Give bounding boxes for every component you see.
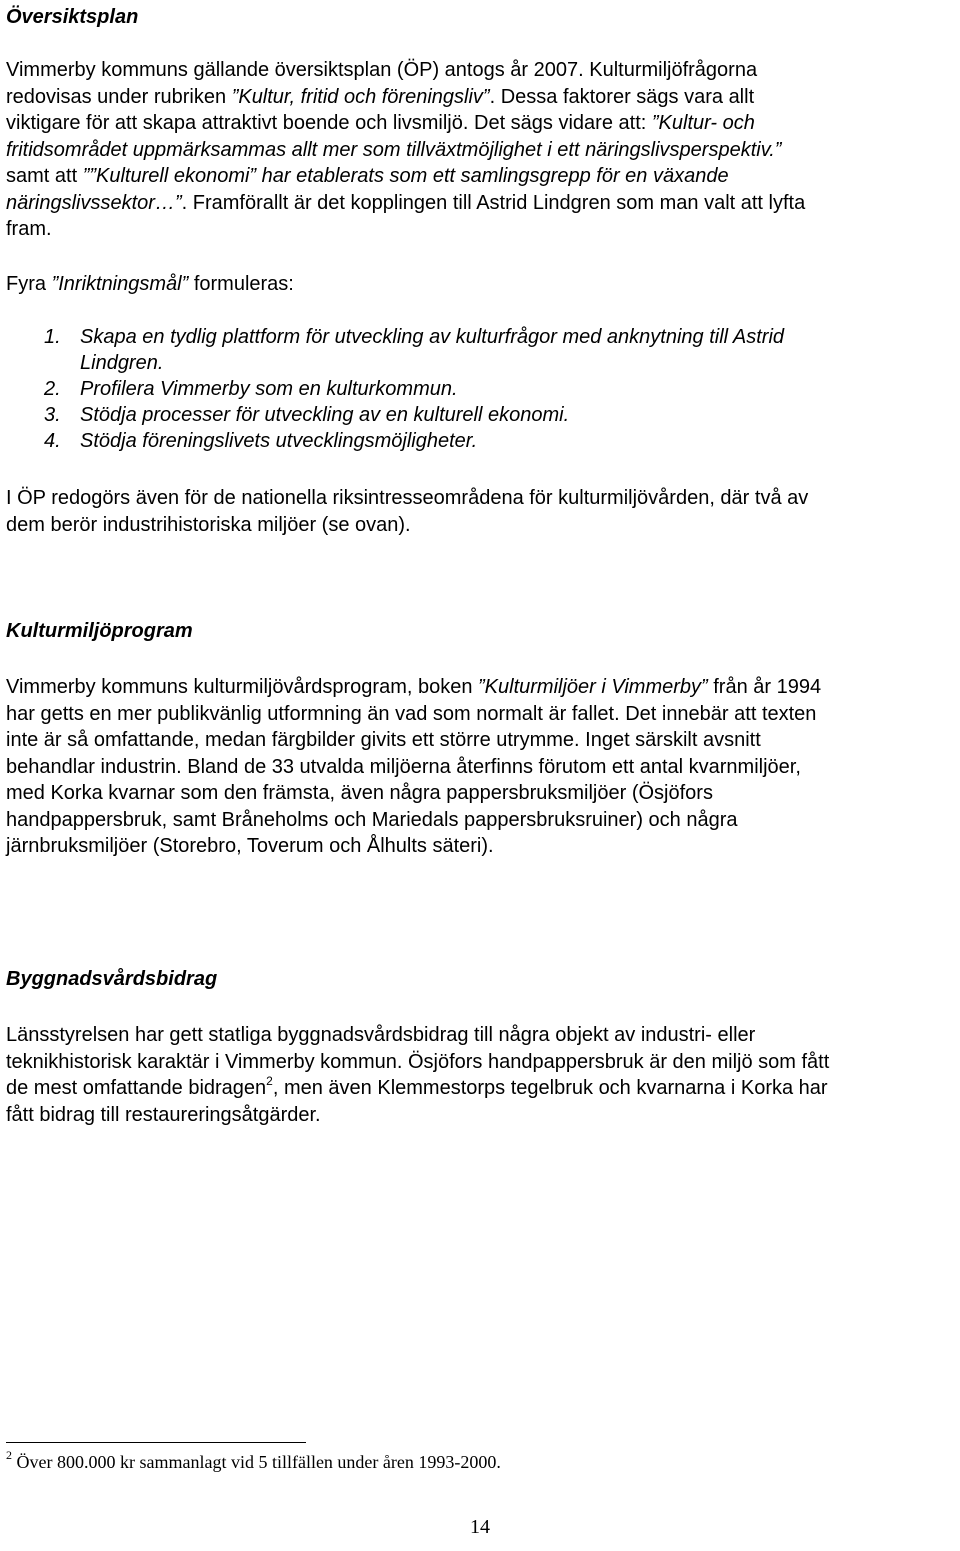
list-number: 4. — [44, 430, 61, 452]
footnote — [6, 1448, 501, 1473]
heading-oversiktsplan: Översiktsplan — [6, 6, 139, 28]
text-line: handpappersbruk, samt Bråneholms och Mariedals pappersbruksruiner) och några — [6, 808, 738, 831]
text-line: järnbruksmiljöer (Storebro, Toverum och Ålhults säteri). — [6, 835, 494, 857]
list-item-text: Lindgren. — [80, 352, 164, 374]
text-run: viktigare för att skapa attraktivt boende och livsmiljö. — [6, 112, 469, 134]
text-line — [6, 137, 805, 164]
heading-byggnadsvardsbidrag: Byggnadsvårdsbidrag — [6, 968, 218, 990]
text-run: . Framförallt är det kopplingen till Astrid Lindgren som man valt att lyfta — [181, 191, 806, 214]
list-item-text: Stödja processer för utveckling av en kulturell ekonomi. — [80, 404, 570, 426]
text-line: behandlar industrin. Bland de 33 utvalda miljöerna återfinns förutom ett antal kvarnmiljöer, — [6, 755, 801, 778]
italic-quote: ””Kulturell ekonomi” har etablerats som ett samlingsgrepp för en växande — [82, 165, 729, 187]
text-run: de mest omfattande bidragen — [6, 1077, 267, 1099]
text-line: inte är så omfattande, medan färgbilder givits ett större utrymme. Inget särskilt avsnitt — [6, 729, 761, 751]
list-number: 1. — [44, 326, 61, 348]
text-line: dem berör industrihistoriska miljöer (se ovan). — [6, 513, 411, 536]
list-item-text: Stödja föreningslivets utvecklingsmöjligheter. — [80, 430, 478, 452]
list-number: 2. — [44, 378, 61, 400]
text-run: Det sägs vidare att: — [474, 112, 652, 134]
text-line — [6, 84, 805, 111]
italic-title: ”Kulturmiljöer i Vimmerby” — [478, 676, 708, 698]
text-run: , men även Klemmestorps tegelbruk och kvarnarna i Korka har — [272, 1077, 828, 1099]
text-line: med Korka kvarnar som den främsta, även några pappersbruksmiljöer (Ösjöfors — [6, 782, 713, 804]
italic-quote: fritidsområdet uppmärksammas allt mer som tillväxtmöjlighet i ett näringslivsperspektiv.” — [6, 138, 782, 161]
list-item-text: Profilera Vimmerby som en kulturkommun. — [80, 378, 458, 400]
italic-quote: ”Kultur, fritid och föreningsliv” — [231, 85, 490, 108]
footnote-separator — [6, 1442, 306, 1443]
paragraph-goals-intro — [6, 271, 294, 298]
text-run: . Dessa faktorer sägs vara allt — [489, 85, 755, 108]
text-run: från år 1994 — [707, 676, 822, 698]
text-line: I ÖP redogörs även för de nationella riksintresseområdena för kulturmiljövården, där två av — [6, 487, 809, 509]
paragraph-kulturmiljoprogram — [6, 674, 821, 860]
italic-term: ”Inriktningsmål” — [51, 273, 189, 295]
list-number: 3. — [44, 404, 61, 426]
footnote-marker: 2 — [6, 1448, 12, 1462]
paragraph-oversiktsplan-intro — [6, 57, 805, 243]
text-run: Fyra — [6, 273, 52, 295]
paragraph-byggnadsvardsbidrag — [6, 1022, 829, 1128]
page-number: 14 — [470, 1516, 490, 1538]
list-item — [6, 428, 946, 454]
text-run: Vimmerby kommuns kulturmiljövårdsprogram, boken — [6, 676, 479, 698]
text-run: formuleras: — [188, 273, 294, 295]
text-line: teknikhistorisk karaktär i Vimmerby kommun. Ösjöfors handpappersbruk är den miljö som fått — [6, 1050, 830, 1073]
text-line: fram. — [6, 218, 52, 240]
italic-quote: ”Kultur- och — [651, 112, 755, 134]
list-item-text: Skapa en tydlig plattform för utveckling av kulturfrågor med anknytning till Astrid — [80, 326, 785, 348]
text-run: samt att — [6, 165, 83, 187]
text-line — [6, 674, 821, 701]
text-line: fått bidrag till restaureringsåtgärder. — [6, 1103, 321, 1126]
paragraph-oversiktsplan-closing — [6, 485, 808, 538]
footnote-reference[interactable]: 2 — [266, 1074, 273, 1088]
list-item — [6, 402, 946, 428]
text-line — [6, 1075, 829, 1102]
text-line: har getts en mer publikvänlig utformning än vad som normalt är fallet. Det innebär att texten — [6, 702, 817, 725]
italic-quote: näringslivssektor…” — [6, 191, 182, 214]
text-line — [6, 190, 805, 217]
text-run: redovisas under rubriken — [6, 85, 232, 108]
text-line — [6, 163, 805, 190]
goals-list — [6, 324, 946, 454]
heading-kulturmiljoprogram: Kulturmiljöprogram — [6, 620, 193, 642]
text-line: Länsstyrelsen har gett statliga byggnadsvårdsbidrag till några objekt av industri- eller — [6, 1024, 756, 1046]
list-item — [6, 376, 946, 402]
text-line: Vimmerby kommuns gällande översiktsplan (ÖP) antogs år 2007. Kulturmiljöfrågorna — [6, 59, 758, 81]
list-item — [6, 324, 946, 376]
text-line — [6, 110, 805, 137]
footnote-text: Över 800.000 kr sammanlagt vid 5 tillfällen under åren 1993-2000. — [12, 1452, 501, 1472]
